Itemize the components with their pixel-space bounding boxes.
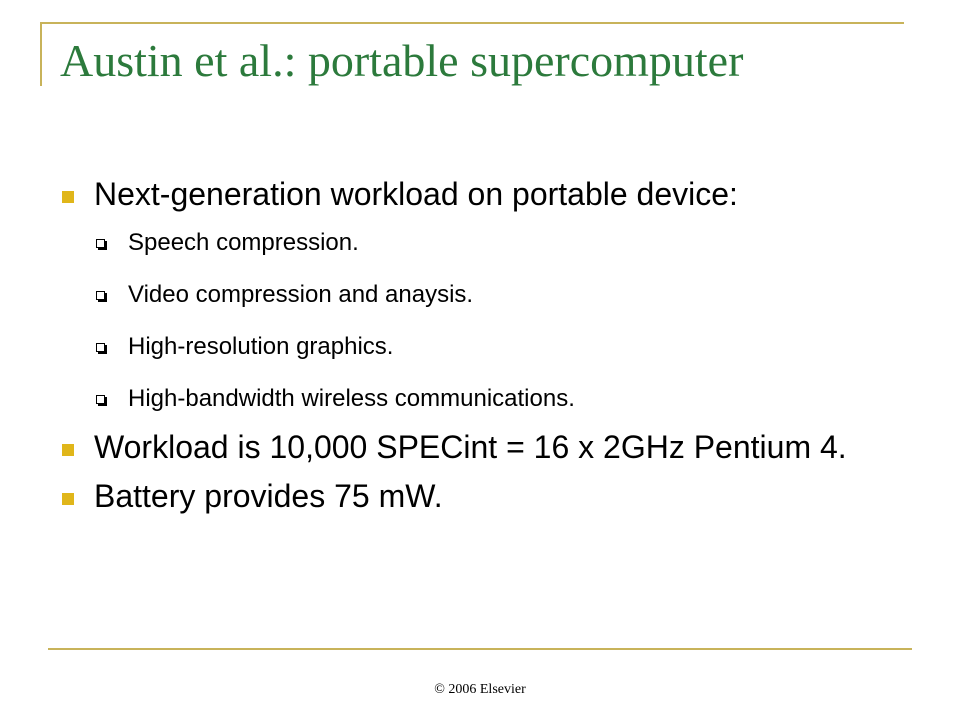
slide-title: Austin et al.: portable supercomputer (60, 35, 744, 86)
sub-bullet-text: High-resolution graphics. (128, 333, 394, 360)
copyright-footer: © 2006 Elsevier (434, 682, 526, 697)
hollow-square-bullet-icon (96, 239, 105, 248)
bullet-list (60, 176, 900, 515)
hollow-square-bullet-icon (96, 343, 105, 352)
square-bullet-icon (62, 493, 74, 505)
square-bullet-icon (62, 191, 74, 203)
sub-bullet-text: Video compression and anaysis. (128, 281, 474, 308)
sub-bullet-text: High-bandwidth wireless communications. (128, 385, 575, 412)
hollow-square-bullet-icon (96, 291, 105, 300)
sub-bullet-item (94, 333, 900, 361)
bullet-text: Battery provides 75 mW. (94, 478, 443, 514)
sub-bullet-item (94, 281, 900, 309)
bullet-item (60, 478, 900, 515)
sub-bullet-text: Speech compression. (128, 229, 359, 256)
sub-bullet-item (94, 229, 900, 257)
top-border-line (40, 22, 904, 24)
bullet-text: Workload is 10,000 SPECint = 16 x 2GHz Pentium 4. (94, 429, 847, 465)
slide-body (60, 176, 900, 527)
bullet-text: Next-generation workload on portable device: (94, 176, 738, 212)
left-border-line (40, 22, 42, 86)
bottom-border-line (48, 648, 912, 650)
sub-bullet-list (94, 229, 900, 413)
square-bullet-icon (62, 444, 74, 456)
hollow-square-bullet-icon (96, 395, 105, 404)
sub-bullet-item (94, 385, 900, 413)
bullet-item (60, 429, 900, 466)
bullet-item (60, 176, 900, 413)
